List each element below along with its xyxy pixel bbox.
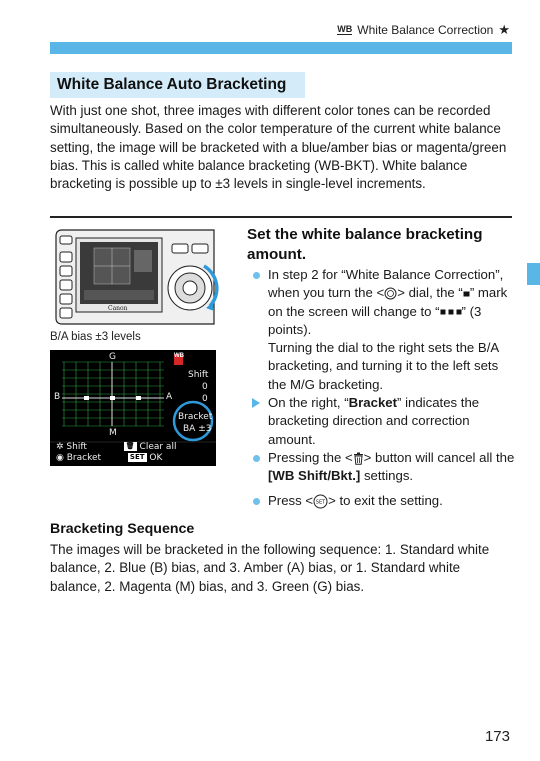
quick-control-dial-icon xyxy=(384,287,397,300)
screen-footer-row-1 xyxy=(56,442,214,452)
sequence-text: The images will be bracketed in the following sequence: 1. Standard white balance, 2. Blue (B) bias, and 3. Amber (A) bias, or 1. Standard white balance, 2. Magenta (M) bias, and 3. Green (G) bias. xyxy=(50,542,490,594)
camera-back-illustration xyxy=(50,228,220,326)
bracket-hint: Bracket xyxy=(66,453,102,463)
step-bullets xyxy=(250,266,518,510)
screen-footer-row-2 xyxy=(56,453,214,463)
bullet-bracket: On the right, “Bracket” indicates the bracketing direction and correction amount. xyxy=(250,394,518,449)
step-title: Set the white balance bracketing amount. xyxy=(247,226,483,263)
shift-value-2: 0 xyxy=(202,394,208,404)
set-key-icon: SET xyxy=(129,453,145,461)
chapter-tab xyxy=(527,263,540,285)
figure-caption: B/A bias ±3 levels xyxy=(50,331,141,343)
header-bar xyxy=(50,42,512,54)
shift-label: Shift xyxy=(188,370,209,380)
bullet-dial: In step 2 for “White Balance Correction”, when you turn the < > dial, the “ ” mark on the screen will change to “ ” (3 points). Turning the dial to the right sets the B/A bracketing, and turning it to the left sets the M/G bracketing. xyxy=(250,266,518,394)
wb-bracket-screen xyxy=(50,350,216,466)
sequence-title: Bracketing Sequence xyxy=(50,521,195,537)
single-point-mark-icon xyxy=(463,290,470,298)
intro-paragraph: With just one shot, three images with different color tones can be recorded simultaneously. Based on the color temperature of the current white balance setting, the image will be bracketed with a blue/amber bias or magenta/green bias. This is called white balance bracketing (WB-BKT). White balance bracketing is possible up to ±3 levels in single-level increments. xyxy=(50,103,507,192)
wb-icon: WB xyxy=(337,24,353,34)
bracket-value: BA ±3 xyxy=(183,424,212,434)
axis-a-label: A xyxy=(166,392,173,402)
bullet-dot xyxy=(253,455,260,462)
axis-m-label: M xyxy=(109,428,117,438)
bullet-exit: Press < SET > to exit the setting. xyxy=(250,492,518,510)
bullet-dot xyxy=(253,272,260,279)
shift-value-1: 0 xyxy=(202,382,208,392)
shift-hint: Shift xyxy=(66,442,87,452)
page-number: 173 xyxy=(484,728,510,745)
set-button-icon xyxy=(313,494,328,509)
axis-g-label: G xyxy=(109,352,116,362)
running-header xyxy=(337,22,510,38)
trash-icon xyxy=(353,452,364,465)
dial-icon: ✲ xyxy=(56,442,64,452)
quick-dial-icon: ◉ xyxy=(56,453,64,463)
bullet-dot xyxy=(253,498,260,505)
star-icon: ★ xyxy=(498,22,510,37)
divider xyxy=(50,216,512,218)
wb-badge-icon: WB xyxy=(174,354,183,365)
axis-b-label: B xyxy=(54,392,61,402)
bullet-cancel: Pressing the < > button will cancel all the [WB Shift/Bkt.] settings. xyxy=(250,449,518,486)
three-point-mark-icon xyxy=(440,308,462,316)
arrow-marker-icon xyxy=(252,398,260,408)
bullet-dial-detail: Turning the dial to the right sets the B/A bracketing, and turning it to the left sets the M/G bracketing. xyxy=(268,340,499,392)
trash-icon: 🗑 xyxy=(125,442,135,450)
svg-text:SET: SET xyxy=(315,499,326,506)
section-title: White Balance Auto Bracketing xyxy=(50,72,305,98)
camera-brand: Canon xyxy=(108,305,128,312)
ok-hint: OK xyxy=(149,453,163,463)
bracket-label: Bracket xyxy=(178,412,213,422)
running-header-title: White Balance Correction xyxy=(357,23,494,37)
clear-all-hint: Clear all xyxy=(139,442,177,452)
